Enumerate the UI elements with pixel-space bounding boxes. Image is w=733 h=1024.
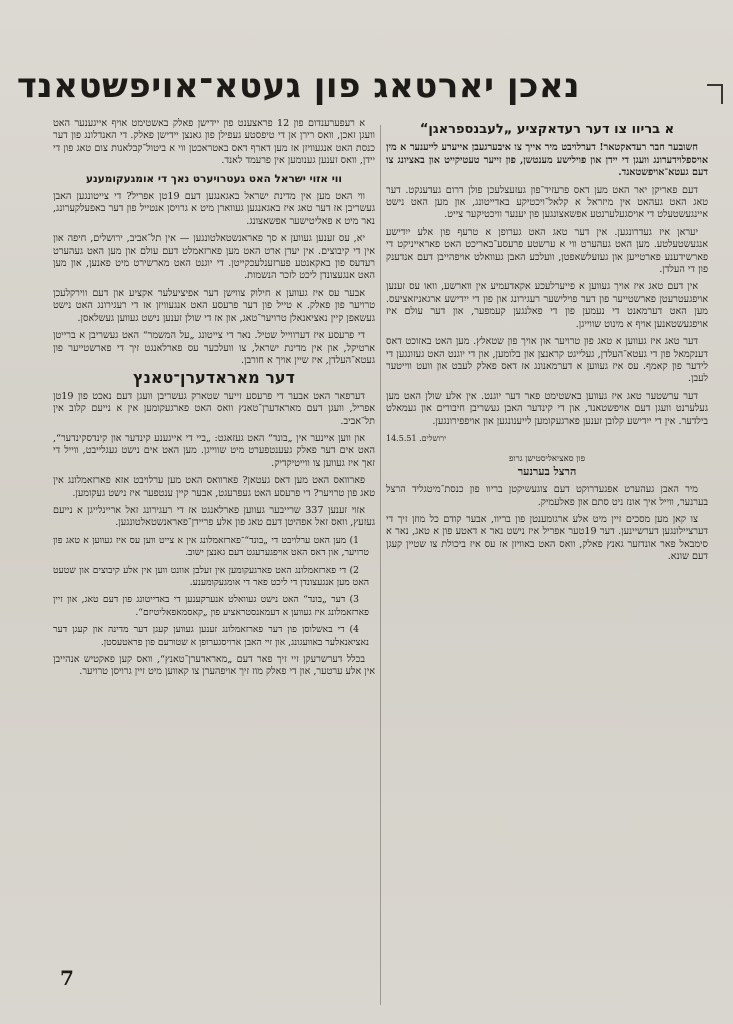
page-number: 7 — [60, 966, 74, 990]
letter-paragraph: דער טאג איז געווען א טאג פון טרויער און אויך פון שטאלץ. מען האט באזוכט דאס דענקמאל פון די געטא־העלדן, געלייגט קראנצן און בלומען, און די יוגנט האט געזונגען די לידער פון קאמף. עס איז געווען א דערמאנונג אז דאס פאלק לעבט און וועט ווייטער לעבן. — [386, 336, 708, 385]
letter-byline — [386, 453, 708, 478]
byline-label: פון סאציאליסטישן גרופ — [508, 454, 586, 465]
list-item: 1) מען האט ערלויבט די „בונד“־פארזאמלונג אין א צייט ווען עס איז געווען א טאג פון טרויער, און דאס האט אויפגערעגט דעם גאנצן ישוב. — [53, 534, 369, 559]
section2-paragraph: און ווען איינער אין „בונד“ האט געזאגט: „ביי די אייגענע קינדער און קינדסקינדער“, האט אים דער פאלק געענטפערט מיט שווייגן. מען האט אים נישט געגלייבט, ווייל די זאך איז געווען צו ווייטיקדיק. — [53, 432, 375, 469]
letter-paragraph: יעראן איז געדרונגען. אין דער טאג האט גערופן א טרעף פון אלע ייִדישע אנגעשטעלטע. מען האט געהערט ווי א ערשטע פרעסע־באריכט האט פאראייניקט די פארשידענע פארטייען און געזעלשאפטן, וועלכע האבן געוואלט אויפהייבן דעם אנדענק פון די העלדן. — [386, 226, 708, 276]
list-item: 4) די באשלוסן פון דער פארזאמלונג זענען געווען קעגן דער מדינה און קעגן דער נאציאנאלער באוועגונג, און זיי האבן ארויסגערופן א שטורעם פון פראטעסטן. — [53, 624, 369, 648]
editor-paragraph: מיר האבן געהערט אפגעדרוקט דעם צוגעשיקטן בריוו פון כנסת־מיטגליד הרצל בערנער, ווייל איך אונז ניט סתם און פאלעמיק. — [386, 484, 708, 508]
section1-paragraph: די פרעסע איז דערווייל שטיל. נאר די צייטונג „על המשמר“ האט געשריבן א ברייטן ארטיקל, און אין מדינת ישראל, צו וועלכער עס פארלאנגט זיך די פארשטייער פון געטא־העלדן, איז שיין אויך א חורבן. — [53, 330, 375, 366]
section2-paragraph: אזוי זענען 337 שרייבער געווען פארלאנגט אז די רעגירונג זאל אריינלייגן א נייעם געזעץ, וואס זאל אפהיטן דעם טאג פון אלע פריידן־פאראנשטאלטונגען. — [53, 504, 375, 529]
left-intro-paragraph: א רעפערענדום פון 12 פראצענט פון יידישן פאלק באשטימט אויף אייגענער האט וועגן זאכן, וואס רירן אן די טיפסטע געפילן פון גאנצן יידישן פאלק. די האנדלונג פון דער כנסת האט אנגעוויזן אז מען דארף דאס באטראכטן ווי א ביטול־קבלאנות צום טאג פון די יידן, וואס זענען גענומען אין פרעמד לאנד. — [53, 118, 375, 167]
section2-paragraph: פארוואס האט מען דאס געטאן? פארוואס האט מען ערלויבט אזא פארזאמלונג אין טאג פון טרויער? די פרעסע האט געפרעגט, אבער קיין ענטפער איז נישט געקומען. — [53, 475, 375, 499]
letter-subheadline: א בריוו צו דער רעדאקציע „לעבנספראגן“ — [419, 122, 675, 137]
list-item: 3) דער „בונד“ האט נישט געוואלט אנערקענען די באדייטונג פון דעם טאג, און זיין פארזאמלונג איז געווען א דעמאנסטראציע פון „קאסמאפאליטיזם“. — [53, 594, 369, 618]
margin-bracket-mark — [707, 84, 723, 104]
letter-paragraph: אין דעם טאג איז אויך געווען א פייערלעכע אקאדעמיע אין ווארשע, וואו עס זענען אויפגעטרעטן פארשטייער פון דער פוילישער רעגירונג און פון די ייִדישע ארגאניזאציעס. מען האט דערמאנט די נעמען פון די פאלנגען קעמפער, און דער עולם איז אויפגעשטאנען אויף א מינוט שווייגן. — [386, 281, 708, 330]
letter-paragraph: דער ערשטער טאג איז געווען באשטימט פאר דער יוגנט. אין אלע שולן האט מען געלערנט וועגן דעם אויפשטאנד, און די קינדער האבן געשריבן חיבורים און געמאלט בילדער. אין די ייִדישע קלובן זענען פארגעקומען לייענונגען און אויפפירונגען. — [386, 390, 708, 427]
left-column — [53, 118, 375, 978]
section-subheadline-mourning: ווי אזוי ישראל האט געטרויערט נאך די אומגעקומענע — [85, 172, 342, 185]
byline-name: הרצל בערנער — [517, 464, 577, 478]
section1-paragraph: אבער עס איז געווען א חילוק צווישן דער אפיציעלער אקציע און דעם ווירקלעכן טרויער פון פאלק. א טייל פון דער פרעסע האט אנגעוויזן אז די רעגירונג האט נישט געשאפן קיין נאציאנאלן טרויער־טאג, און אז די שולן זענען נישט געווען געשלאסן. — [53, 287, 375, 324]
section2-paragraph: דערפאר האט אבער די פרעסע זייער שטארק געשריבן וועגן דעם נאכט פון 19טן אפריל, וועגן דעם מאראדערן־טאנץ וואס האט פארגעקומען אין א נייעם קלוב אין תל־אביב. — [53, 390, 375, 427]
headline: נאכן יארטאג פון געטא־אויפשטאנד — [16, 66, 580, 106]
section1-paragraph: ווי האט מען אין מדינת ישראל באגאנגען דעם 19טן אפריל? די צייטונגען האבן געשריבן אז דער טאג איז באגאנגען געווארן מיט א גרויסן אנטייל פון דער באפעלקערונג, נאר מיט א פאליטישער אפשאצונג. — [53, 191, 375, 227]
section-subheadline-dance: דער מאראדערן־טאנץ — [133, 368, 295, 388]
letter-intro: חשובער חבר רעדאקטאר! דערלויבט מיר אייך צו איבערגעבן אייערע לייענער א מין אויספלוידערונג וועגן די יידן און פוילישע מענטשן, פון זייער טעטיקייט און באציונג צו דעם געטא־אויפשטאנד. — [386, 142, 708, 179]
editor-paragraph: צו קאן מען מסכים זיין מיט אלע ארגומענטן פון בריוו, אבער קודם כל מוזן זיך די דערציילונגען דערשיינען. דער 19טער אפריל איז נישט נאר א דאטע פון א טאג, נאר א סימבאל פאר אונדזער גאנץ פאלק, וואס האט באוויזן אז עס איז ביכולת צו שטיין קעגן דעם שונא. — [386, 513, 708, 563]
left-closing-paragraph: בכלל דערשרעקן זיי זיך פאר דעם „מאראדערן־טאנץ“, וואס קען פאקטיש אנהייבן אין אלע ערטער, און די פאלק מוז זיך אויפהערן צו קאווען מיט זיין גרויסן טרויער. — [53, 654, 375, 678]
list-item: 2) די פארזאמלונג האט פארגעקומען אין זעלבן אוונט ווען אין אלע קיבוצים און שטעט האט מען אנגעצונדן די ליכט פאר די אומגעקומענע. — [53, 564, 369, 588]
right-column — [386, 120, 708, 970]
section1-paragraph: יא, עס זענען געווען א סך פאראנשטאלטונגען — אין תל־אביב, ירושלים, חיפה און אין די קיבוצים. אין יעדן ארט האט מען פארזאמלט דעם עולם און מען האט געהערט רעדעס פון באקאנטע פערזענלעכקייטן. די יוגנט האט מארשירט מיט פאנען, און מען האט אנגעצונדן ליכט לזכר הנשמות. — [53, 233, 375, 282]
letter-signoff: ירושלים. 14.5.51 — [386, 433, 447, 443]
column-divider — [380, 125, 381, 1005]
letter-paragraph: דעם פאריקן יאר האט מען דאס פרעזיד־פון געזעצלעכן פולן דרום געדענקט. דער טאג האט געהאט אין מיזראל א קלאל־ויכטיקע באדייטונג, און מען האט נישט איינגעשטעלט די אויסגעלערנטע אפשאצונגען פון יענער וויכטיקער צייט. — [386, 184, 708, 221]
